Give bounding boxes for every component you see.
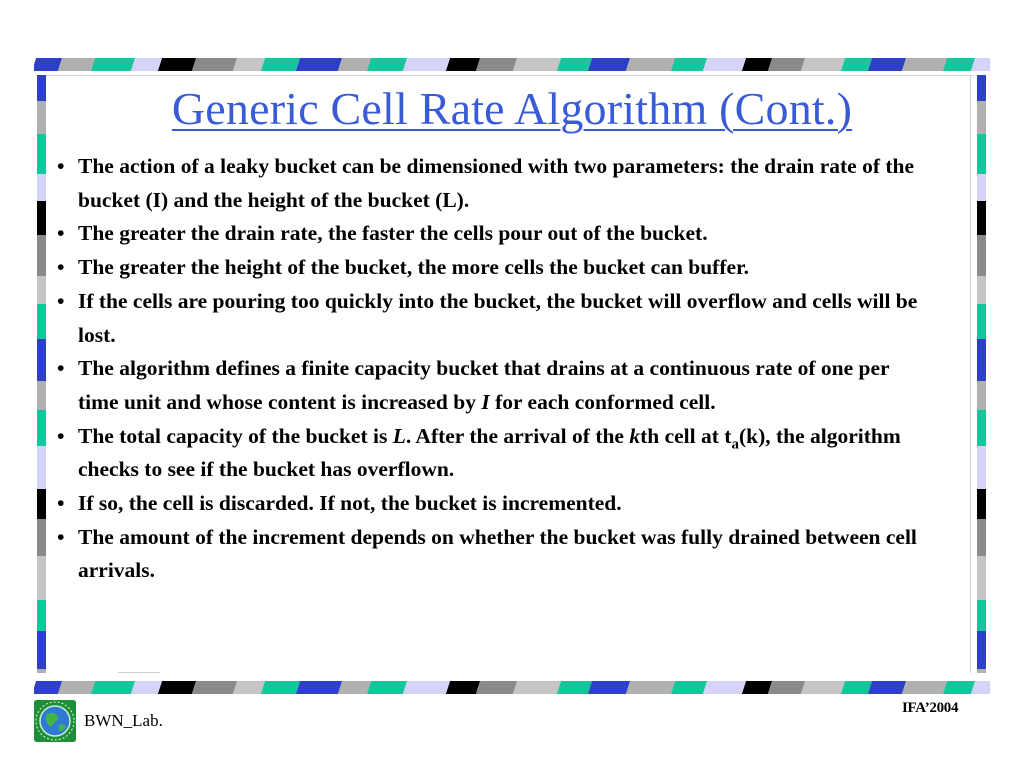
bullet-item <box>57 150 927 217</box>
bullet-item <box>57 521 927 588</box>
top-border-strip <box>34 58 990 71</box>
decorative-rule <box>118 672 160 673</box>
bullet-text: The amount of the increment depends on whether the bucket was fully drained between cell arrivals. <box>78 524 917 583</box>
bullet-text: a <box>731 435 739 452</box>
bullet-item <box>57 217 927 251</box>
bullet-text: L <box>392 423 406 448</box>
lab-name: BWN_Lab. <box>84 711 163 730</box>
bullet-item <box>57 487 927 521</box>
right-border-strip <box>977 75 986 673</box>
bullet-text: th cell at t <box>640 423 732 448</box>
bullet-text: If so, the cell is discarded. If not, the bucket is incremented. <box>78 491 622 516</box>
bullet-text: (k), the algorithm checks to see if the bucket has overflown. <box>78 423 901 482</box>
event-label: IFA’2004 <box>902 700 959 716</box>
bullet-text: The total capacity of the bucket is <box>78 423 393 448</box>
bullet-text: The action of a leaky bucket can be dimensioned with two parameters: the drain rate of the bucket (I) and the height of the bucket (L). <box>78 154 915 212</box>
bullet-list <box>57 150 927 588</box>
bottom-border-strip <box>34 681 990 694</box>
globe-logo-icon <box>34 700 76 742</box>
bullet-text: . After the arrival of the <box>405 423 630 448</box>
bullet-item <box>57 285 927 352</box>
bullet-item <box>57 352 927 419</box>
bullet-text: The greater the drain rate, the faster the cells pour out of the bucket. <box>78 221 708 246</box>
bullet-text: If the cells are pouring too quickly into the bucket, the bucket will overflow and cells will be lost. <box>78 288 918 347</box>
frame-inner-rule <box>46 75 974 76</box>
bullet-text: k <box>629 423 641 448</box>
bullet-text: I <box>481 389 490 414</box>
bullet-text: for each conformed cell. <box>489 389 716 414</box>
bullet-item <box>57 251 927 285</box>
bullet-item <box>57 420 927 487</box>
frame-inner-rule-right <box>970 75 971 673</box>
left-border-strip <box>37 75 46 673</box>
slide-title: Generic Cell Rate Algorithm (Cont.) <box>171 83 853 134</box>
bullet-text: The algorithm defines a finite capacity bucket that drains at a continuous rate of one per time unit and whose content is increased by <box>78 356 890 414</box>
bullet-text: The greater the height of the bucket, the more cells the bucket can buffer. <box>78 255 749 280</box>
